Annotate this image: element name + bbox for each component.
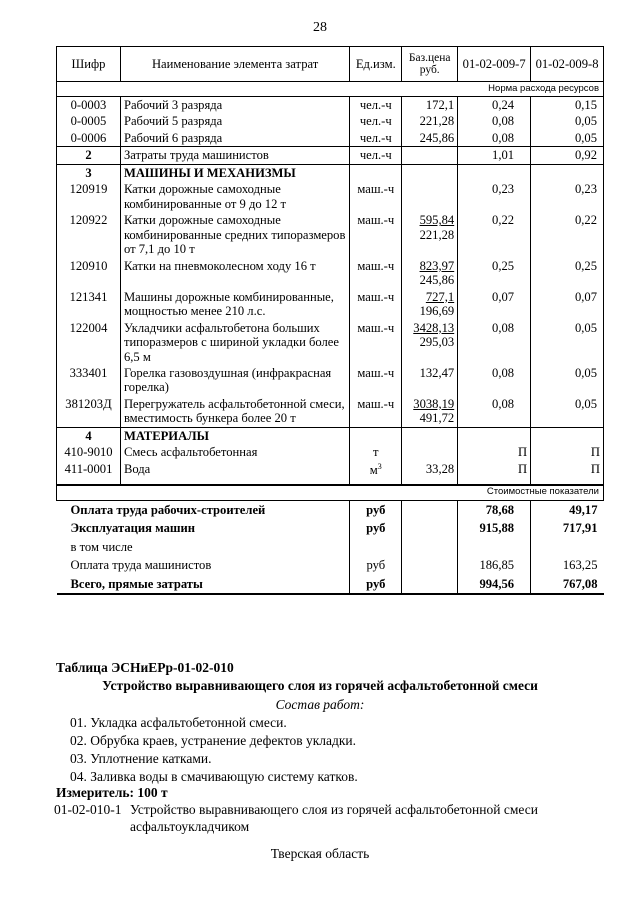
col-header-unit: Ед.изм. bbox=[350, 47, 402, 82]
cost-unit: руб bbox=[350, 556, 402, 574]
row-code: 122004 bbox=[57, 320, 121, 365]
row-value-009-8: 0,92 bbox=[531, 147, 604, 164]
table-row bbox=[57, 212, 604, 257]
resource-table bbox=[56, 46, 604, 595]
row-unit bbox=[350, 396, 402, 427]
row-unit-text: маш.-ч bbox=[357, 320, 395, 335]
table-row bbox=[57, 320, 604, 365]
row-price bbox=[402, 427, 458, 444]
row-unit-sup: 3 bbox=[377, 461, 382, 471]
cost-empty bbox=[402, 500, 458, 519]
row-name: Рабочий 6 разряда bbox=[120, 130, 349, 147]
row-unit bbox=[350, 365, 402, 396]
section-title: Устройство выравнивающего слоя из горячей асфальтобетонной смеси bbox=[102, 678, 538, 693]
row-name: Катки на пневмоколесном ходу 16 т bbox=[120, 258, 349, 289]
row-value-009-8: 0,05 bbox=[531, 396, 604, 427]
row-value-009-8: 0,07 bbox=[531, 289, 604, 320]
row-price-main: 3038,19 bbox=[413, 396, 455, 411]
table-row bbox=[57, 181, 604, 212]
row-unit-text: маш.-ч bbox=[357, 182, 395, 197]
row-price bbox=[402, 181, 458, 212]
row-value-009-7: 0,08 bbox=[458, 396, 531, 427]
row-value-009-7 bbox=[458, 164, 531, 181]
cost-name: Эксплуатация машин bbox=[70, 521, 196, 536]
row-value-009-7 bbox=[458, 427, 531, 444]
row-code: 0-0006 bbox=[57, 130, 121, 147]
row-name: Перегружатель асфальтобетонной смеси, вместимость бункера более 20 т bbox=[120, 396, 349, 427]
row-price-main: 33,28 bbox=[425, 461, 455, 476]
row-price bbox=[402, 147, 458, 164]
row-value-009-8: 0,05 bbox=[531, 130, 604, 147]
row-unit bbox=[350, 212, 402, 257]
row-unit bbox=[350, 427, 402, 444]
cost-value-009-7: 994,56 bbox=[458, 575, 531, 594]
table-row bbox=[57, 130, 604, 147]
row-value-009-8: П bbox=[531, 461, 604, 485]
row-name: Катки дорожные самоходные комбинированные средних типоразмеров от 7,1 до 10 т bbox=[120, 212, 349, 257]
row-unit bbox=[350, 113, 402, 129]
row-price-main: 595,84 bbox=[419, 213, 455, 228]
cost-empty bbox=[402, 575, 458, 594]
row-code: 410-9010 bbox=[57, 444, 121, 460]
row-price bbox=[402, 164, 458, 181]
cost-value-009-8: 163,25 bbox=[531, 556, 604, 574]
row-price bbox=[402, 461, 458, 485]
row-unit-text: т bbox=[373, 445, 379, 460]
row-unit bbox=[350, 461, 402, 485]
row-price bbox=[402, 365, 458, 396]
page-number: 28 bbox=[313, 20, 327, 35]
cost-unit: руб bbox=[350, 519, 402, 537]
work-step: 03. Уплотнение катками. bbox=[70, 751, 212, 766]
region-label: Тверская область bbox=[270, 846, 370, 861]
row-value-009-7: 0,07 bbox=[458, 289, 531, 320]
row-code: 2 bbox=[57, 147, 121, 164]
col-header-price: Баз.цена руб. bbox=[402, 47, 458, 82]
row-code: 3 bbox=[57, 164, 121, 181]
table-row bbox=[57, 147, 604, 164]
row-name: Смесь асфальтобетонная bbox=[120, 444, 349, 460]
row-value-009-8 bbox=[531, 427, 604, 444]
cost-row bbox=[57, 538, 604, 556]
row-value-009-7: 1,01 bbox=[458, 147, 531, 164]
col-header-name: Наименование элемента затрат bbox=[120, 47, 349, 82]
cost-empty bbox=[402, 519, 458, 537]
row-value-009-8: 0,05 bbox=[531, 365, 604, 396]
work-step: 04. Заливка воды в смачивающую систему катков. bbox=[70, 769, 358, 784]
row-code: 0-0003 bbox=[57, 97, 121, 114]
cost-row bbox=[57, 500, 604, 519]
row-value-009-8: П bbox=[531, 444, 604, 460]
row-price bbox=[402, 320, 458, 365]
norm-band-label: Норма расхода ресурсов bbox=[57, 82, 604, 97]
row-unit-text: маш.-ч bbox=[357, 396, 395, 411]
row-price-main: 3428,13 bbox=[413, 320, 455, 335]
row-code: 4 bbox=[57, 427, 121, 444]
row-name: МАТЕРИАЛЫ bbox=[120, 427, 349, 444]
row-name: Рабочий 5 разряда bbox=[120, 113, 349, 129]
row-value-009-8: 0,05 bbox=[531, 113, 604, 129]
table-row bbox=[57, 427, 604, 444]
row-value-009-7: П bbox=[458, 461, 531, 485]
table-header-row bbox=[57, 47, 604, 82]
row-value-009-7: 0,25 bbox=[458, 258, 531, 289]
row-value-009-7: 0,08 bbox=[458, 320, 531, 365]
table-row bbox=[57, 258, 604, 289]
row-price bbox=[402, 113, 458, 129]
row-price bbox=[402, 289, 458, 320]
row-value-009-8: 0,22 bbox=[531, 212, 604, 257]
cost-row bbox=[57, 575, 604, 594]
row-price-main: 172,1 bbox=[425, 98, 455, 112]
row-name: Вода bbox=[120, 461, 349, 485]
row-unit bbox=[350, 444, 402, 460]
row-unit bbox=[350, 164, 402, 181]
row-unit-text: м bbox=[369, 462, 378, 477]
row-name: Укладчики асфальтобетона больших типоразмеров с шириной укладки более 6,5 м bbox=[120, 320, 349, 365]
cost-value-009-7 bbox=[458, 538, 531, 556]
table-row bbox=[57, 289, 604, 320]
row-price-main: 221,28 bbox=[419, 114, 455, 129]
cost-name: Оплата труда рабочих-строителей bbox=[70, 502, 266, 517]
cost-unit: руб bbox=[350, 575, 402, 594]
work-step: 01. Укладка асфальтобетонной смеси. bbox=[70, 715, 287, 730]
col-header-009-8: 01-02-009-8 bbox=[531, 47, 604, 82]
row-code: 411-0001 bbox=[57, 461, 121, 485]
row-unit bbox=[350, 289, 402, 320]
row-unit-text: маш.-ч bbox=[357, 365, 395, 380]
norm-band-row bbox=[57, 82, 604, 97]
row-price-main: 245,86 bbox=[419, 130, 455, 145]
row-code: 0-0005 bbox=[57, 113, 121, 129]
row-unit bbox=[350, 258, 402, 289]
table-row bbox=[57, 164, 604, 181]
cost-empty bbox=[402, 556, 458, 574]
row-unit-text: чел.-ч bbox=[359, 114, 392, 129]
row-value-009-8: 0,05 bbox=[531, 320, 604, 365]
item-description: Устройство выравнивающего слоя из горячей асфальтобетонной смеси асфальтоукладчиком bbox=[130, 802, 538, 834]
table-name: Таблица ЭСНиЕРр-01-02-010 bbox=[56, 660, 234, 675]
cost-value-009-8: 49,17 bbox=[531, 500, 604, 519]
row-value-009-7: 0,22 bbox=[458, 212, 531, 257]
row-name: Рабочий 3 разряда bbox=[120, 97, 349, 114]
row-price bbox=[402, 212, 458, 257]
cost-unit bbox=[350, 538, 402, 556]
item-code: 01-02-010-1 bbox=[54, 802, 122, 817]
cost-band-label: Стоимостные показатели bbox=[57, 485, 604, 501]
table-row bbox=[57, 444, 604, 460]
row-price-secondary: 196,69 bbox=[419, 304, 455, 319]
row-value-009-7: 0,24 bbox=[458, 97, 531, 114]
row-price-main: 132,47 bbox=[419, 365, 455, 380]
row-price-secondary: 491,72 bbox=[419, 411, 455, 426]
row-value-009-8: 0,23 bbox=[531, 181, 604, 212]
cost-row bbox=[57, 519, 604, 537]
table-row bbox=[57, 461, 604, 485]
row-code: 120910 bbox=[57, 258, 121, 289]
row-value-009-8: 0,25 bbox=[531, 258, 604, 289]
row-code: 333401 bbox=[57, 365, 121, 396]
row-value-009-7: 0,23 bbox=[458, 181, 531, 212]
row-price bbox=[402, 97, 458, 114]
cost-name: Всего, прямые затраты bbox=[57, 575, 350, 594]
work-step: 02. Обрубка краев, устранение дефектов укладки. bbox=[70, 733, 357, 748]
row-value-009-7: 0,08 bbox=[458, 130, 531, 147]
row-price bbox=[402, 130, 458, 147]
cost-name: Оплата труда машинистов bbox=[70, 558, 212, 573]
row-code: 121341 bbox=[57, 289, 121, 320]
row-unit-text: маш.-ч bbox=[357, 258, 395, 273]
row-unit bbox=[350, 181, 402, 212]
row-unit-text: чел.-ч bbox=[359, 148, 392, 163]
cost-empty bbox=[402, 538, 458, 556]
cost-name: в том числе bbox=[70, 539, 133, 554]
cost-value-009-8 bbox=[531, 538, 604, 556]
row-unit-text: маш.-ч bbox=[357, 213, 395, 228]
table-row bbox=[57, 113, 604, 129]
composition-heading: Состав работ: bbox=[275, 697, 365, 712]
row-unit-text: чел.-ч bbox=[359, 130, 392, 145]
row-price-secondary: 221,28 bbox=[419, 227, 455, 242]
row-price-secondary: 245,86 bbox=[419, 273, 455, 288]
row-unit-text: маш.-ч bbox=[357, 289, 395, 304]
cost-row bbox=[57, 556, 604, 574]
row-unit bbox=[350, 147, 402, 164]
row-unit bbox=[350, 130, 402, 147]
table-row bbox=[57, 396, 604, 427]
row-name: Катки дорожные самоходные комбинированные от 9 до 12 т bbox=[120, 181, 349, 212]
row-value-009-8 bbox=[531, 164, 604, 181]
cost-value-009-8: 767,08 bbox=[531, 575, 604, 594]
col-header-009-7: 01-02-009-7 bbox=[458, 47, 531, 82]
row-unit bbox=[350, 320, 402, 365]
row-value-009-7: 0,08 bbox=[458, 113, 531, 129]
row-value-009-7: 0,08 bbox=[458, 365, 531, 396]
row-price-secondary: 295,03 bbox=[419, 335, 455, 350]
cost-value-009-7: 186,85 bbox=[458, 556, 531, 574]
row-name: Затраты труда машинистов bbox=[120, 147, 349, 164]
measure-unit: Измеритель: 100 т bbox=[56, 785, 168, 800]
row-price bbox=[402, 444, 458, 460]
cost-value-009-7: 78,68 bbox=[458, 500, 531, 519]
row-price-main: 823,97 bbox=[419, 258, 455, 273]
cost-band-row bbox=[57, 485, 604, 501]
cost-value-009-7: 915,88 bbox=[458, 519, 531, 537]
row-price bbox=[402, 258, 458, 289]
row-name: МАШИНЫ И МЕХАНИЗМЫ bbox=[120, 164, 349, 181]
col-header-code: Шифр bbox=[57, 47, 121, 82]
cost-value-009-8: 717,91 bbox=[531, 519, 604, 537]
row-price bbox=[402, 396, 458, 427]
table-row bbox=[57, 97, 604, 114]
row-value-009-8: 0,15 bbox=[531, 97, 604, 114]
row-code: 120919 bbox=[57, 181, 121, 212]
table-row bbox=[57, 365, 604, 396]
row-name: Горелка газовоздушная (инфракрасная горелка) bbox=[120, 365, 349, 396]
cost-unit: руб bbox=[350, 500, 402, 519]
row-value-009-7: П bbox=[458, 444, 531, 460]
row-unit bbox=[350, 97, 402, 114]
row-code: 381203Д bbox=[57, 396, 121, 427]
row-code: 120922 bbox=[57, 212, 121, 257]
row-name: Машины дорожные комбинированные, мощностью менее 210 л.с. bbox=[120, 289, 349, 320]
row-unit-text: чел.-ч bbox=[359, 98, 392, 112]
row-price-main: 727,1 bbox=[425, 289, 455, 304]
